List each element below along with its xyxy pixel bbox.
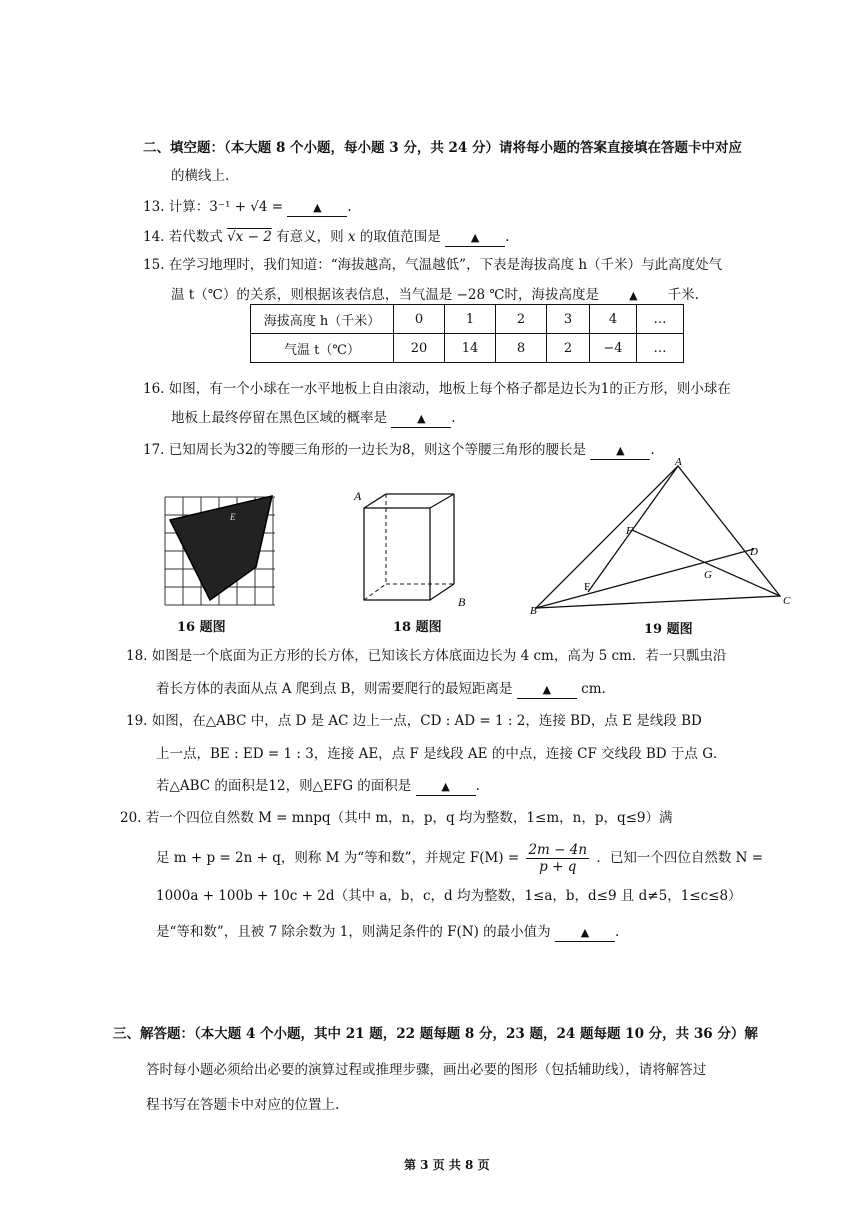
question-text: cm.: [581, 681, 606, 697]
question-text: 的取值范围是: [359, 229, 441, 245]
fraction: [526, 842, 589, 875]
radical-expression: √x − 2: [227, 229, 272, 245]
table-header-cell: 气温 t（℃）: [251, 334, 394, 363]
question-text: 是“等和数”，且被 7 除余数为 1，则满足条件的 F(N) 的最小值为: [156, 924, 551, 940]
answer-blank: ▲: [416, 779, 476, 796]
question-17: [143, 438, 655, 460]
figure-16-point-label: E: [230, 512, 236, 522]
figure-19-label-f: F: [626, 525, 633, 537]
question-14: [143, 225, 509, 247]
question-end: .: [614, 924, 620, 940]
table-cell: 8: [496, 334, 547, 363]
section3-line3: 程书写在答题卡中对应的位置上.: [146, 1097, 340, 1113]
question-text: 温 t（℃）的关系，则根据该表信息，当气温是 −28 ℃时，海拔高度是: [171, 287, 599, 303]
section3-line2: 答时每小题必须给出必要的演算过程或推理步骤，画出必要的图形（包括辅助线），请将解答过: [146, 1062, 707, 1078]
question-18-line2: [156, 677, 606, 699]
altitude-temperature-table: [250, 304, 684, 363]
question-16-line1: [143, 377, 731, 397]
table-cell: −4: [590, 334, 637, 363]
question-text: 有意义，则: [276, 229, 344, 245]
figure-19-label-c: C: [783, 595, 791, 607]
question-20-line2: [156, 842, 763, 875]
question-text: 1000a + 100b + 10c + 2d（其中 a，b，c，d 均为整数，1≤a，b，d≤9 且 d≠5，1≤c≤8）: [156, 888, 742, 904]
table-cell: 4: [590, 305, 637, 334]
figure-19-label-a: A: [675, 458, 682, 468]
question-end: .: [505, 229, 510, 245]
figure-19-label-d: D: [750, 546, 758, 558]
figure-18-prism: [350, 488, 475, 613]
question-text: 若代数式: [168, 229, 223, 245]
fraction-denominator: p + q: [539, 859, 577, 875]
answer-blank: ▲: [445, 230, 505, 247]
question-number: 14.: [143, 229, 165, 245]
question-19-line3: [156, 774, 480, 796]
question-18-line1: [126, 644, 726, 664]
answer-blank: ▲: [391, 411, 451, 428]
figure-19-label-g: G: [704, 569, 712, 581]
question-number: 18.: [126, 648, 148, 664]
question-text: 计算：3⁻¹ + √4 =: [168, 199, 284, 215]
question-end: .: [347, 199, 352, 215]
question-text: 足 m + p = 2n + q，则称 M 为“等和数”，并规定 F(M) =: [156, 850, 520, 866]
figure-16-grid: [160, 492, 280, 612]
question-end: .: [650, 442, 655, 458]
question-text: 着长方体的表面从点 A 爬到点 B，则需要爬行的最短距离是: [156, 681, 513, 697]
answer-blank: ▲: [287, 200, 347, 217]
table-cell: 0: [394, 305, 445, 334]
figure-18-caption: 18 题图: [393, 620, 442, 635]
figure-18-label-a: A: [354, 489, 362, 503]
table-cell: 2: [547, 334, 590, 363]
table-header-cell: 海拔高度 h（千米）: [251, 305, 394, 334]
figure-19-triangle: [530, 458, 800, 618]
answer-blank: ▲: [517, 682, 577, 699]
figure-19-caption: 19 题图: [644, 622, 693, 637]
question-number: 16.: [143, 381, 165, 397]
figure-19-label-e: E: [584, 581, 591, 593]
fraction-numerator: 2m − 4n: [528, 842, 588, 858]
answer-blank: ▲: [590, 443, 650, 460]
question-text: 已知周长为32的等腰三角形的一边长为8，则这个等腰三角形的腰长是: [168, 442, 587, 458]
section2-header-line2: 的横线上.: [171, 168, 230, 184]
question-20-line4: [156, 920, 619, 942]
question-text: 如图，在△ABC 中，点 D 是 AC 边上一点，CD : AD = 1 : 2，连接 BD，点 E 是线段 BD: [151, 713, 702, 729]
table-cell: …: [637, 334, 684, 363]
variable: x: [347, 229, 356, 245]
question-19-line2: [156, 742, 727, 762]
answer-blank: ▲: [603, 288, 663, 305]
page-footer: 第 3 页 共 8 页: [404, 1158, 490, 1172]
table-row: [251, 305, 684, 334]
table-cell: 2: [496, 305, 547, 334]
figure-16-caption: 16 题图: [177, 620, 226, 635]
question-text: 若△ABC 的面积是12，则△EFG 的面积是: [156, 778, 412, 794]
table-cell: 1: [445, 305, 496, 334]
table-row: [251, 334, 684, 363]
question-text: 上一点，BE : ED = 1 : 3，连接 AE，点 F 是线段 AE 的中点，连接 CF 交线段 BD 于点 G．: [156, 746, 727, 762]
question-end: .: [475, 778, 480, 794]
question-16-line2: [171, 406, 456, 428]
section2-header-line1: 二、填空题：（本大题 8 个小题，每小题 3 分，共 24 分）请将每小题的答案直接填在答题卡中对应: [143, 140, 743, 156]
black-region: [170, 496, 272, 600]
question-number: 15.: [143, 257, 165, 273]
section3-line1: 三、解答题：（本大题 4 个小题，其中 21 题，22 题每题 8 分，23 题，24 题每题 10 分，共 36 分）解: [113, 1026, 758, 1042]
table-cell: 20: [394, 334, 445, 363]
question-text: 如图是一个底面为正方形的长方体，已知该长方体底面边长为 4 cm，高为 5 cm．若一只瓢虫沿: [151, 648, 727, 664]
table-cell: 14: [445, 334, 496, 363]
question-number: 20.: [120, 810, 142, 826]
question-end: .: [451, 410, 456, 426]
question-15-line2: [171, 283, 699, 305]
figure-18-label-b: B: [458, 595, 466, 609]
question-text: 在学习地理时，我们知道：“海拔越高，气温越低”，下表是海拔高度 h（千米）与此高度处气: [168, 257, 723, 273]
question-19-line1: [126, 709, 702, 729]
question-text: 如图，有一个小球在一水平地板上自由滚动，地板上每个格子都是边长为1的正方形，则小球在: [168, 381, 731, 397]
question-text: 千米.: [667, 287, 699, 303]
question-20-line1: [120, 806, 673, 826]
table-cell: …: [637, 305, 684, 334]
question-text: 地板上最终停留在黑色区域的概率是: [171, 410, 387, 426]
question-text: ．已知一个四位自然数 N =: [596, 850, 764, 866]
question-text: 若一个四位自然数 M = mnpq（其中 m，n，p，q 均为整数，1≤m，n，p，q≤9）满: [145, 810, 673, 826]
question-20-line3: [156, 884, 742, 904]
table-cell: 3: [547, 305, 590, 334]
question-15-line1: [143, 253, 722, 273]
figure-19-label-b: B: [530, 605, 537, 617]
question-number: 19.: [126, 713, 148, 729]
question-number: 13.: [143, 199, 165, 215]
answer-blank: ▲: [555, 925, 615, 942]
question-13: [143, 195, 352, 217]
question-number: 17.: [143, 442, 165, 458]
